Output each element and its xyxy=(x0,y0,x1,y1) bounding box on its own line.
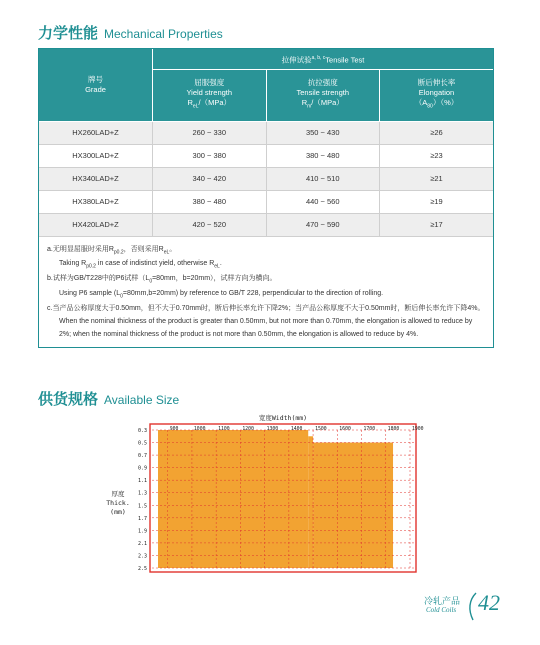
ts-symbol: R xyxy=(301,98,308,108)
yield-strength-header xyxy=(153,69,267,121)
elong-en: Elongation xyxy=(418,88,455,98)
note-text: =80mm，b=20mm），试样方向为横向。 xyxy=(152,275,277,283)
x-tick-label: 1300 xyxy=(266,427,279,432)
note-text: =80mm,b=20mm) by reference to GB/T 228, perpendicular to the direction of rolling. xyxy=(122,290,384,298)
yield-unit: /（MPa） xyxy=(198,98,231,108)
note-text: ，否则采用R xyxy=(123,245,164,253)
note-text: Taking R xyxy=(59,260,87,268)
note-text: 。 xyxy=(169,245,177,253)
tensile-cell: 440 ~ 560 xyxy=(266,190,380,213)
note-sub: 0 xyxy=(120,293,123,300)
section-title-mechanical xyxy=(38,22,223,43)
yield-cell: 340 ~ 420 xyxy=(153,167,267,190)
tensile-test-zh: 拉伸试验 xyxy=(281,55,312,64)
x-tick-label: 1400 xyxy=(290,427,303,432)
x-tick-label: 1500 xyxy=(315,427,327,432)
elong-sub: 80 xyxy=(427,103,433,110)
ts-unit: /（MPa） xyxy=(311,98,344,108)
available-size-region xyxy=(308,436,313,568)
note-a-en xyxy=(47,258,485,273)
grade-cell: HX340LAD+Z xyxy=(39,167,153,190)
y-tick-label: 1.3 xyxy=(137,490,147,497)
elongation-cell: ≥17 xyxy=(380,213,494,236)
x-tick-label: 1200 xyxy=(242,427,254,432)
grade-cell: HX420LAD+Z xyxy=(39,213,153,236)
elongation-cell: ≥23 xyxy=(380,144,494,167)
grade-header-en: Grade xyxy=(85,84,106,94)
elongation-header xyxy=(380,69,494,121)
note-c-en: When the nominal thickness of the product is greater than 0.50mm, but not more than 0.70mm, the elongation is allowed to reduce by 2%; when the nominal thickness of the product is not more than 0.50mm, the elongation is allowed to reduce by 4%. xyxy=(59,318,473,338)
tensile-cell: 470 ~ 590 xyxy=(266,213,380,236)
ts-sub: m xyxy=(307,103,312,110)
mechanical-properties-table xyxy=(39,49,493,237)
available-size-chart xyxy=(0,410,540,580)
y-tick-label: 0.3 xyxy=(137,428,147,434)
table-row xyxy=(39,144,493,167)
note-sub: eL xyxy=(163,248,170,255)
x-tick-label: 1800 xyxy=(387,427,400,432)
tensile-test-sup: a, b, c xyxy=(311,54,326,61)
table-row xyxy=(39,213,493,236)
note-a-zh xyxy=(47,244,485,259)
table-row xyxy=(39,190,493,213)
tensile-strength-header xyxy=(266,69,380,121)
elong-zh: 断后伸长率 xyxy=(417,78,456,88)
y-tick-label: 2.1 xyxy=(137,540,147,547)
ts-en: Tensile strength xyxy=(296,88,350,98)
note-b-en xyxy=(47,288,485,303)
page-number: 42 xyxy=(478,590,500,615)
grade-cell: HX300LAD+Z xyxy=(39,144,153,167)
section-title-en: Available Size xyxy=(104,393,180,407)
y-tick-label: 1.1 xyxy=(137,478,147,485)
grade-cell: HX260LAD+Z xyxy=(39,121,153,144)
y-tick-label: 1.7 xyxy=(137,515,147,522)
y-tick-label: 2.5 xyxy=(137,566,147,572)
y-axis-label: (mm) xyxy=(110,508,126,516)
note-sub: p0.2 xyxy=(86,263,96,270)
y-tick-label: 0.9 xyxy=(137,465,147,472)
note-sub: p0.2 xyxy=(113,248,124,255)
y-tick-label: 2.3 xyxy=(137,553,147,560)
table-notes xyxy=(39,237,493,348)
elongation-cell: ≥19 xyxy=(380,190,494,213)
y-axis-label: 厚度 xyxy=(111,490,125,498)
section-title-available-size xyxy=(38,388,179,409)
x-tick-label: 1000 xyxy=(193,427,206,432)
tensile-cell: 350 ~ 430 xyxy=(266,121,380,144)
yield-cell: 260 ~ 330 xyxy=(153,121,267,144)
note-sub: 0 xyxy=(149,278,153,285)
section-title-zh: 力学性能 xyxy=(38,24,99,42)
footer-product-en: Cold Coils xyxy=(426,606,457,614)
yield-cell: 420 ~ 520 xyxy=(153,213,267,236)
section-title-zh: 供货规格 xyxy=(38,390,99,408)
x-tick-label: 1900 xyxy=(412,427,424,432)
grade-header-zh: 牌号 xyxy=(88,74,103,84)
yield-symbol: R xyxy=(187,98,193,108)
y-tick-label: 1.5 xyxy=(137,503,147,510)
y-tick-label: 0.7 xyxy=(137,453,147,460)
elong-close: ）（%） xyxy=(432,98,459,108)
note-sub: eL xyxy=(214,263,220,270)
y-tick-label: 1.9 xyxy=(137,528,147,535)
grade-header xyxy=(39,49,153,121)
elongation-cell: ≥21 xyxy=(380,167,494,190)
tensile-test-header xyxy=(153,49,494,69)
tensile-test-en: Tensile Test xyxy=(325,55,365,64)
x-tick-label: 1700 xyxy=(363,427,376,432)
footer-product-zh: 冷轧产品 xyxy=(424,597,461,607)
yield-zh: 屈服强度 xyxy=(194,78,225,88)
x-tick-label: 1600 xyxy=(339,427,351,432)
section-title-en: Mechanical Properties xyxy=(104,27,223,41)
y-axis-label: Thick. xyxy=(106,499,130,507)
mechanical-properties-panel xyxy=(38,48,494,348)
elongation-cell: ≥26 xyxy=(380,121,494,144)
yield-sub: eL xyxy=(192,103,199,110)
grade-cell: HX380LAD+Z xyxy=(39,190,153,213)
note-text: . xyxy=(219,260,222,268)
note-text: in case of indistinct yield, otherwise R xyxy=(95,260,215,268)
ts-zh: 抗拉强度 xyxy=(307,78,338,88)
note-text: b.试样为GB/T228中的P6试样（L xyxy=(47,275,150,283)
x-tick-label: 900 xyxy=(169,427,179,432)
yield-cell: 380 ~ 480 xyxy=(153,190,267,213)
y-tick-label: 0.5 xyxy=(137,440,147,447)
yield-cell: 300 ~ 380 xyxy=(153,144,267,167)
table-row xyxy=(39,167,493,190)
yield-en: Yield strength xyxy=(186,88,233,98)
available-size-region xyxy=(158,430,308,568)
x-tick-label: 1100 xyxy=(218,427,230,432)
chart-title: 宽度Width(mm) xyxy=(258,414,308,422)
page-footer xyxy=(420,592,530,622)
note-text: a.无明显屈服时采用R xyxy=(47,245,114,253)
table-row xyxy=(39,121,493,144)
note-c-zh: c.当产品公称厚度大于0.50mm，但不大于0.70mm时，断后伸长率允许下降2%；当产品公称厚度不大于0.50mm时，断后伸长率允许下降4%。 xyxy=(47,305,485,313)
note-b-zh xyxy=(47,273,485,288)
note-text: Using P6 sample (L xyxy=(59,290,121,298)
tensile-cell: 380 ~ 480 xyxy=(266,144,380,167)
elong-open: （A xyxy=(414,98,428,108)
tensile-cell: 410 ~ 510 xyxy=(266,167,380,190)
